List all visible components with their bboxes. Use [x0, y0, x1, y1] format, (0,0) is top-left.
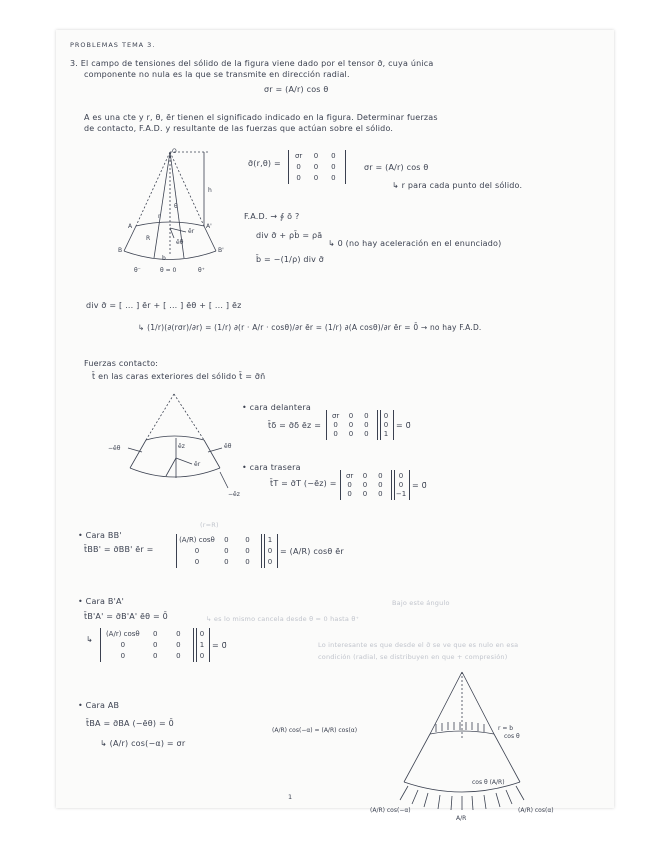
back-face-equation: t̄T = σ̄T (−ēz) =	[270, 479, 337, 488]
label-h: h	[208, 187, 212, 194]
matrix-cell: 0	[364, 420, 369, 429]
matrix-cell: 0	[245, 536, 250, 545]
label-A: A	[128, 223, 133, 230]
faint-note-1: Lo interesante es que desde el σ̄ se ve que es nulo en esa	[318, 641, 519, 649]
tensor-cell: 0	[296, 173, 301, 182]
face-bb-equation: t̄BB' = σ̄BB' ēr =	[84, 545, 154, 554]
label-R: R	[146, 235, 151, 242]
tensor-matrix	[290, 151, 342, 183]
matrix-cell: 0	[347, 480, 352, 489]
matrix-cell: (A/r) cosθ	[105, 630, 140, 639]
tensor-cell: 0	[313, 162, 319, 171]
face-ba-note-1: ↳ es lo mismo cancela desde θ = 0 hasta θ⁺	[206, 615, 360, 623]
page-header: PROBLEMAS TEMA 3.	[70, 41, 156, 49]
matrix-cell: 0	[348, 430, 354, 439]
fig3-label-left-top: (A/R) cos(−α) = (A/R) cos(α)	[272, 727, 358, 734]
face-ba-label: • Cara B'A'	[78, 597, 125, 606]
matrix-cell: 0	[333, 420, 338, 429]
face-bb-vector	[265, 535, 275, 567]
matrix-cell: σr	[332, 411, 340, 420]
fig2-label-mez: −ēz	[228, 491, 240, 498]
matrix-cell: 0	[224, 536, 229, 545]
vector-cell: 0	[267, 546, 273, 555]
matrix-cell: 0	[378, 490, 383, 499]
fad-question: F.A.D. → ∮ ō ?	[244, 212, 300, 221]
vector-cell: 0	[398, 480, 404, 489]
matrix-cell: 0	[153, 630, 158, 639]
problem-line-2: componente no nula es la que se transmite en dirección radial.	[84, 70, 350, 79]
vector-cell: 1	[199, 640, 205, 649]
tensor-note: ↳ r para cada punto del sólido.	[392, 181, 523, 190]
matrix-cell: 0	[378, 471, 383, 480]
fad-equation-2: b̄ = −(1/ρ) div σ̄	[256, 255, 325, 264]
matrix-cell: 0	[176, 630, 181, 639]
face-ba-matrix	[102, 629, 190, 661]
label-r: r	[158, 213, 161, 220]
fig3-label-bottom-mid: A/R	[456, 815, 467, 822]
contact-subtitle: t̄ en las caras exteriores del sólido t̄ = σ̄n̄	[92, 372, 266, 381]
vector-cell: 0	[398, 471, 404, 480]
matrix-cell: 0	[224, 546, 229, 555]
fig3-label-bottom-left: (A/R) cos(−α)	[370, 807, 411, 814]
problem-line-3: A es una cte y r, θ, ēr tienen el significado indicado en la figura. Determinar fuerzas	[84, 113, 438, 122]
face-ba-arrow: ↳	[86, 635, 93, 644]
label-B: B	[118, 247, 123, 254]
matrix-cell: 0	[224, 557, 229, 566]
tensor-cell: 0	[331, 152, 336, 161]
tensor-sigma-r: σr = (A/r) cos θ	[364, 163, 429, 172]
tensor-cell: 0	[313, 152, 319, 161]
problem-line-1: 3. El campo de tensiones del sólido de la figura viene dado por el tensor σ̄, cuya única	[70, 59, 434, 68]
fad-equation-1-note: ↳ 0 (no hay aceleración en el enunciado)	[328, 239, 502, 248]
label-B-prime: B'	[218, 247, 224, 254]
matrix-cell: 0	[245, 546, 250, 555]
divergence-line-2: ↳ (1/r)(∂(rσr)/∂r) = (1/r) ∂(r · A/r · cosθ)/∂r ēr = (1/r) ∂(A cosθ)/∂r ēr = 0̄ → no hay F.A.D.	[138, 323, 482, 332]
front-face-label: • cara delantera	[242, 403, 311, 412]
matrix-cell: 0	[176, 651, 181, 660]
front-face-result: = 0̄	[396, 421, 411, 430]
tensor-cell: 0	[296, 162, 301, 171]
fig2-label-eth: ēθ	[224, 443, 232, 450]
matrix-cell: 0	[194, 557, 200, 566]
matrix-cell: 0	[364, 411, 369, 420]
matrix-cell: 0	[194, 546, 200, 555]
label-theta-zero: θ = 0	[160, 267, 177, 274]
label-b: b	[162, 255, 166, 262]
problem-line-4: de contacto, F.A.D. y resultante de las fuerzas que actúan sobre el sólido.	[84, 124, 394, 133]
matrix-cell: 0	[362, 490, 368, 499]
front-face-matrix	[328, 411, 374, 439]
matrix-cell: 0	[362, 471, 368, 480]
face-ab-equation: t̄BA = σ̄BA (−ēθ) = 0̄	[86, 719, 174, 728]
face-ba-result: = 0̄	[212, 641, 227, 650]
fig2-label-ez: ēz	[178, 443, 185, 450]
face-ba-equation: t̄B'A' = σ̄B'A' ēθ = 0̄	[84, 612, 168, 621]
face-bb-matrix	[178, 535, 258, 567]
vector-cell: 0	[383, 411, 389, 420]
vector-cell: 0	[199, 630, 205, 639]
document-page	[56, 30, 614, 822]
vector-cell: 0	[199, 651, 205, 660]
tensor-cell: 0	[331, 162, 336, 171]
matrix-cell: 0	[378, 480, 383, 489]
face-ab-label: • Cara AB	[78, 701, 120, 710]
back-face-result: = 0̄	[412, 481, 427, 490]
face-bb-note: (r=R)	[200, 521, 219, 529]
face-bb-result: = (A/R) cosθ ēr	[280, 547, 344, 556]
fig3-label-r-cos: cos θ	[504, 733, 520, 740]
page-number: 1	[288, 793, 293, 801]
tensor-cell: σr	[295, 152, 303, 161]
label-er: ēr	[188, 228, 195, 235]
cone-figure-2	[108, 392, 240, 498]
cone-figure-1	[112, 148, 232, 273]
face-bb-label: • Cara BB'	[78, 531, 122, 540]
vector-cell: −1	[395, 490, 407, 499]
matrix-cell: 0	[348, 420, 354, 429]
matrix-cell: 0	[348, 411, 354, 420]
vector-cell: 0	[267, 557, 273, 566]
faint-note-2: condición (radial, se distribuyen en que + compresión)	[318, 653, 508, 661]
divergence-line-1: div σ̄ = [ ... ] ēr + [ ... ] ēθ + [ ... ] ēz	[86, 301, 242, 310]
label-theta: θ	[174, 203, 178, 210]
matrix-cell: 0	[333, 430, 338, 439]
back-face-label: • cara trasera	[242, 463, 301, 472]
stress-definition: σr = (A/r) cos θ	[264, 85, 329, 94]
face-ab-note: ↳ (A/r) cos(−α) = σr	[100, 739, 186, 748]
matrix-cell: 0	[176, 640, 181, 649]
fad-equation-1: div σ̄ + ρb̄ = ρā	[256, 231, 323, 240]
vector-cell: 0	[383, 420, 389, 429]
vector-cell: 1	[267, 536, 273, 545]
fig2-label-meth: −ēθ	[108, 445, 121, 452]
fig3-label-r-eq: r = b	[498, 725, 514, 732]
face-ba-note-2: Bajo este ángulo	[392, 599, 450, 607]
label-theta-plus: θ⁺	[198, 267, 205, 274]
cone-figure-3	[272, 670, 566, 822]
label-theta-minus: θ⁻	[134, 267, 141, 274]
back-face-vector	[395, 471, 407, 499]
matrix-cell: 0	[153, 640, 158, 649]
matrix-cell: 0	[245, 557, 250, 566]
matrix-cell: 0	[364, 430, 369, 439]
fig3-label-arc: cos θ (A/R)	[472, 779, 505, 786]
matrix-cell: 0	[120, 640, 126, 649]
back-face-matrix	[342, 471, 388, 499]
face-ba-vector	[197, 629, 207, 661]
label-O: O	[172, 148, 177, 155]
front-face-equation: t̄δ = σ̄δ ēz =	[268, 421, 322, 430]
front-face-vector	[381, 411, 391, 439]
fig2-label-er: ēr	[194, 461, 201, 468]
contact-title: Fuerzas contacto:	[84, 359, 159, 368]
fig3-label-bottom-right: (A/R) cos(α)	[518, 807, 554, 814]
matrix-cell: 0	[153, 651, 158, 660]
matrix-cell: (A/R) cosθ	[179, 536, 215, 545]
vector-cell: 1	[383, 430, 389, 439]
label-A-prime: A'	[206, 223, 212, 230]
tensor-cell: 0	[331, 173, 336, 182]
matrix-cell: σr	[346, 471, 354, 480]
tensor-label: σ̄(r,θ) =	[248, 159, 281, 168]
label-etheta: ēθ	[176, 239, 184, 246]
tensor-cell: 0	[313, 173, 319, 182]
matrix-cell: 0	[120, 651, 126, 660]
matrix-cell: 0	[362, 480, 368, 489]
matrix-cell: 0	[347, 490, 352, 499]
